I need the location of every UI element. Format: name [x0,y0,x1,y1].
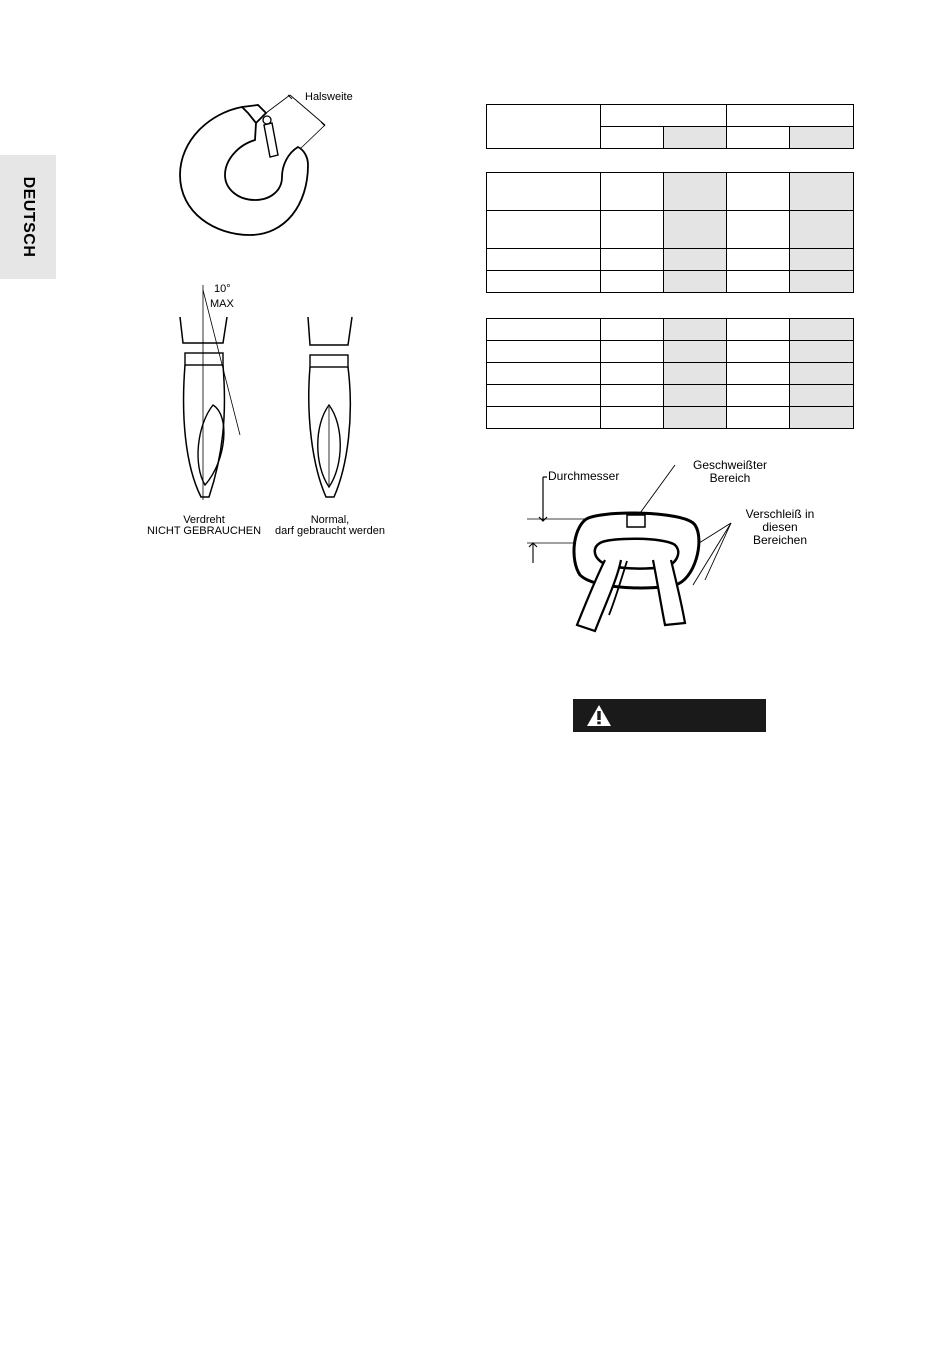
twist-max-label: MAX [210,298,234,310]
table-row [487,211,854,249]
normal-hook-illustration [300,315,360,505]
spec-table-group1 [486,172,854,293]
table-row [487,363,854,385]
table-cell [601,127,664,149]
twisted-caption-line1: Verdreht [183,514,225,526]
spec-table-header [486,104,854,149]
throat-label: Halsweite [305,91,353,103]
welded-label-line1: Geschweißter [692,458,768,472]
table-row [487,341,854,363]
table-row [487,271,854,293]
table-cell [601,105,727,127]
table-cell [727,105,854,127]
table-cell [790,127,854,149]
language-tab [0,155,56,279]
wear-label-line2: diesen [762,520,798,534]
table-row [487,407,854,429]
warning-triangle-icon [586,704,612,727]
twisted-caption-line2: NICHT GEBRAUCHEN [146,525,262,537]
wear-label-line1: Verschleiß in [745,507,815,521]
welded-label-line2: Bereich [709,471,751,485]
table-cell [487,105,601,149]
table-row [487,385,854,407]
chain-link-illustration [525,465,785,635]
twist-angle-label: 10° [214,283,231,295]
table-cell [727,127,790,149]
twisted-hook-illustration [175,285,245,505]
diameter-label: Durchmesser [548,469,620,483]
wear-label-line3: Bereichen [752,533,808,547]
spec-table-group2 [486,318,854,429]
warning-banner [573,699,766,732]
normal-caption-line1: Normal, [310,514,350,526]
table-row [487,249,854,271]
hook-illustration [170,95,370,245]
table-row [487,319,854,341]
language-tab-label: DEUTSCH [20,176,37,258]
table-cell [664,127,727,149]
table-row [487,173,854,211]
normal-caption-line2: darf gebraucht werden [274,525,386,537]
